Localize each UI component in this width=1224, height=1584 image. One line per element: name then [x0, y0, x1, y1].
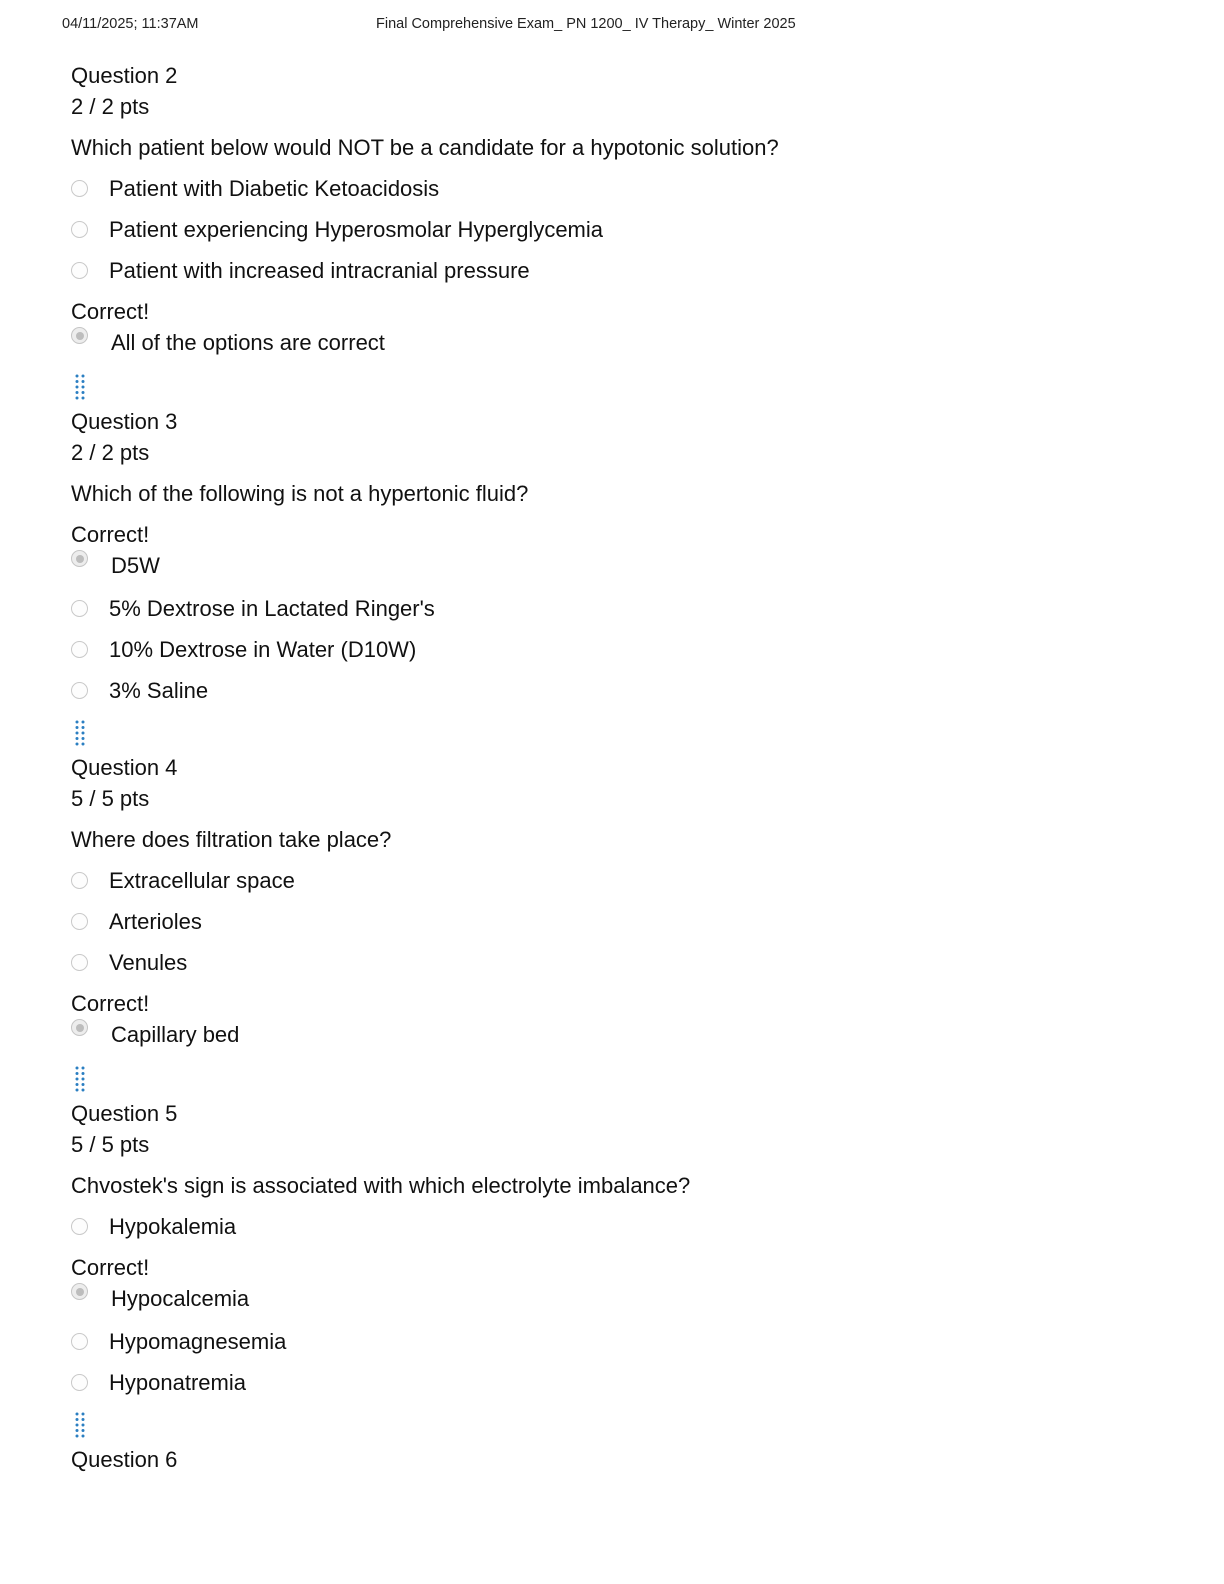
answer-label: Patient experiencing Hyperosmolar Hyperglycemia [109, 217, 604, 242]
radio-icon[interactable] [71, 262, 88, 279]
radio-icon[interactable] [71, 600, 88, 617]
print-header [0, 16, 1224, 36]
answer-option[interactable] [71, 947, 1171, 988]
question-title: Question 3 [71, 409, 178, 434]
question-text: Chvostek's sign is associated with which electrolyte imbalance? [71, 1173, 691, 1198]
question-block [71, 1098, 1171, 1444]
radio-icon[interactable] [71, 913, 88, 930]
correct-indicator: Correct! [71, 299, 150, 324]
question-text: Which patient below would NOT be a candidate for a hypotonic solution? [71, 135, 779, 160]
question-title: Question 2 [71, 63, 178, 88]
question-block [71, 1444, 1171, 1475]
radio-icon[interactable] [71, 180, 88, 197]
question-text: Where does filtration take place? [71, 827, 392, 852]
radio-icon[interactable] [71, 954, 88, 971]
correct-indicator: Correct! [71, 1255, 150, 1280]
question-title: Question 6 [71, 1447, 178, 1472]
answer-option[interactable] [71, 173, 1171, 214]
drag-handle-icon[interactable] [71, 370, 1171, 406]
answer-label: Patient with Diabetic Ketoacidosis [109, 176, 440, 201]
answer-label: D5W [111, 553, 160, 578]
correct-indicator: Correct! [71, 991, 150, 1016]
answer-option[interactable] [71, 634, 1171, 675]
answer-label: Arterioles [109, 909, 202, 934]
answer-option[interactable] [71, 1326, 1171, 1367]
question-points: 2 / 2 pts [71, 94, 150, 119]
radio-icon[interactable] [71, 682, 88, 699]
answer-label: Patient with increased intracranial pressure [109, 258, 530, 283]
answer-option[interactable] [71, 593, 1171, 634]
radio-icon[interactable] [71, 1333, 88, 1350]
question-title: Question 5 [71, 1101, 178, 1126]
drag-handle-icon[interactable] [71, 1408, 1171, 1444]
question-block [71, 60, 1171, 406]
answer-option[interactable] [71, 906, 1171, 947]
answer-label: Hyponatremia [109, 1370, 246, 1395]
answer-option[interactable] [71, 214, 1171, 255]
answer-option[interactable] [71, 255, 1171, 296]
question-points: 5 / 5 pts [71, 1132, 150, 1157]
drag-handle-icon[interactable] [71, 1062, 1171, 1098]
answer-label: 3% Saline [109, 678, 209, 703]
answer-option-selected[interactable] [71, 1019, 1171, 1062]
answer-option[interactable] [71, 865, 1171, 906]
quiz-results [71, 60, 1171, 1475]
answer-option-selected[interactable] [71, 1283, 1171, 1326]
radio-icon[interactable] [71, 1374, 88, 1391]
answer-label: 5% Dextrose in Lactated Ringer's [109, 596, 435, 621]
radio-icon[interactable] [71, 641, 88, 658]
answer-label: Hypocalcemia [111, 1286, 250, 1311]
question-points: 2 / 2 pts [71, 440, 150, 465]
answer-label: All of the options are correct [111, 330, 385, 355]
question-text: Which of the following is not a hypertonic fluid? [71, 481, 529, 506]
drag-handle-icon[interactable] [71, 716, 1171, 752]
radio-icon[interactable] [71, 1218, 88, 1235]
question-title: Question 4 [71, 755, 178, 780]
answer-option[interactable] [71, 675, 1171, 716]
answer-label: Extracellular space [109, 868, 295, 893]
answer-label: Hypokalemia [109, 1214, 237, 1239]
radio-selected-icon[interactable] [71, 327, 88, 344]
answer-option-selected[interactable] [71, 550, 1171, 593]
answer-label: Hypomagnesemia [109, 1329, 287, 1354]
radio-selected-icon[interactable] [71, 550, 88, 567]
answer-option[interactable] [71, 1367, 1171, 1408]
radio-icon[interactable] [71, 872, 88, 889]
answer-option-selected[interactable] [71, 327, 1171, 370]
print-title: Final Comprehensive Exam_ PN 1200_ IV Therapy_ Winter 2025 [376, 16, 796, 32]
answer-label: Capillary bed [111, 1022, 240, 1047]
question-points: 5 / 5 pts [71, 786, 150, 811]
radio-icon[interactable] [71, 221, 88, 238]
answer-label: Venules [109, 950, 188, 975]
radio-selected-icon[interactable] [71, 1283, 88, 1300]
question-block [71, 752, 1171, 1098]
answer-option[interactable] [71, 1211, 1171, 1252]
answer-label: 10% Dextrose in Water (D10W) [109, 637, 417, 662]
question-block [71, 406, 1171, 752]
correct-indicator: Correct! [71, 522, 150, 547]
print-timestamp: 04/11/2025; 11:37AM [62, 16, 199, 32]
radio-selected-icon[interactable] [71, 1019, 88, 1036]
